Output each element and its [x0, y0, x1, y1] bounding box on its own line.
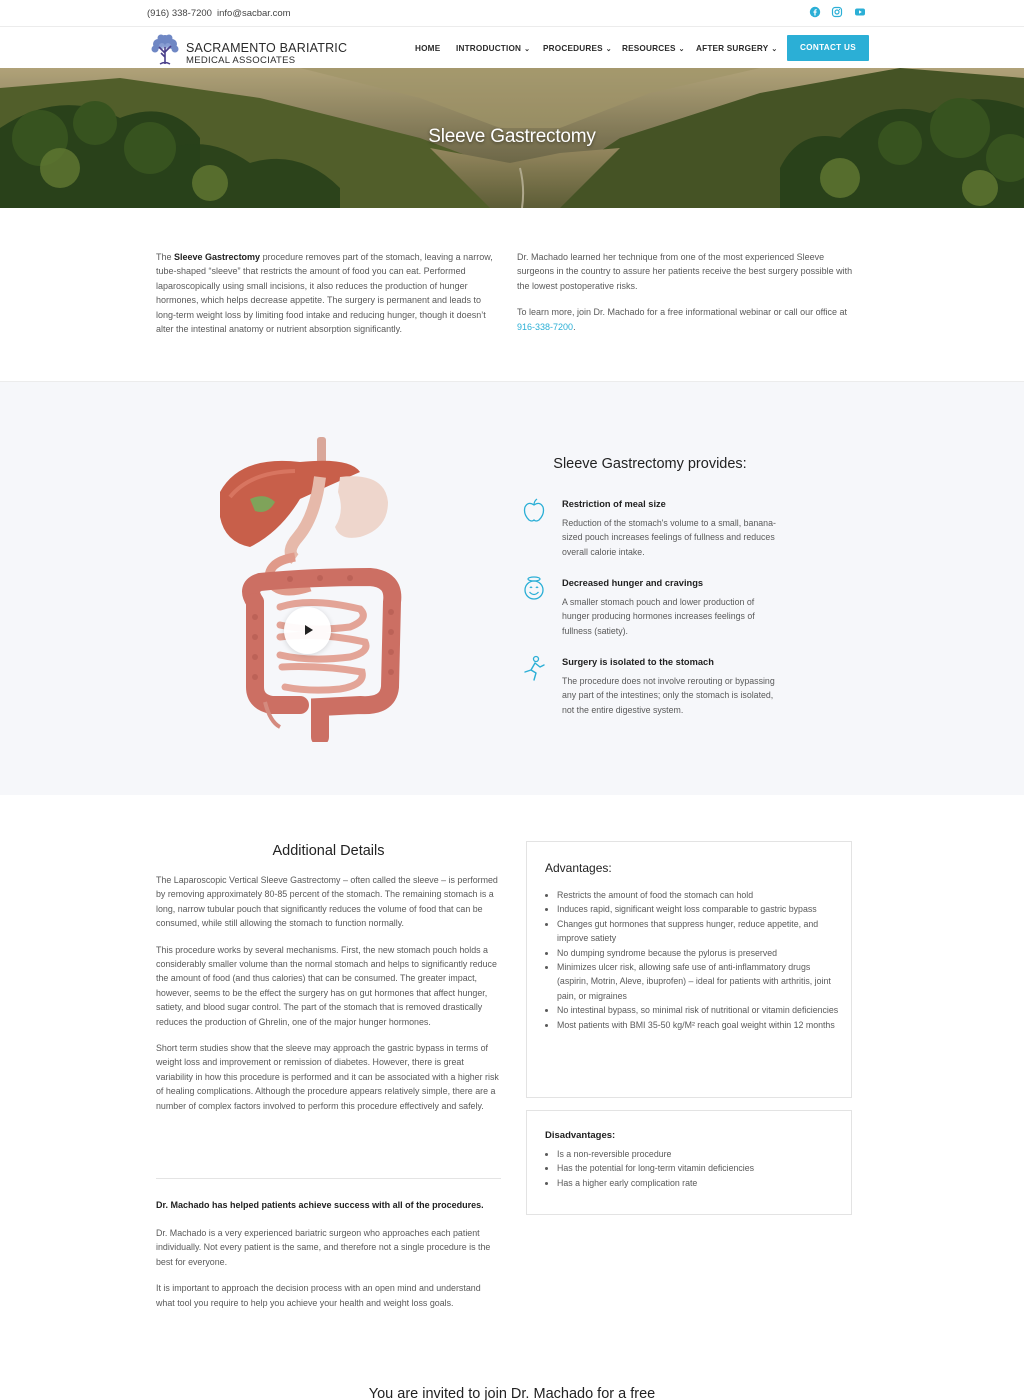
instagram-icon[interactable] [831, 6, 843, 18]
nav-home-label: HOME [415, 44, 441, 53]
email-link[interactable]: info@sacbar.com [217, 8, 291, 19]
list-item: • Has the potential for long-term vitamin deficiencies [557, 1161, 839, 1175]
logo-title: SACRAMENTO BARIATRIC [186, 41, 348, 55]
logo-subtitle: MEDICAL ASSOCIATES [186, 55, 296, 66]
play-video-button[interactable] [284, 607, 331, 654]
contact-us-button[interactable]: CONTACT US [787, 35, 869, 61]
nav-introduction-label: INTRODUCTION [456, 44, 522, 53]
office-phone-link[interactable]: 916-338-7200 [517, 321, 574, 332]
additional-details-heading: Additional Details [272, 843, 385, 859]
nav-home[interactable] [415, 44, 440, 53]
list-item: • Restricts the amount of food the stomach can hold [557, 888, 839, 902]
top-bar [0, 0, 1024, 27]
additional-details-body [156, 873, 501, 1113]
disadvantages-list [557, 1147, 839, 1190]
feature-title: Surgery is isolated to the stomach [562, 657, 714, 667]
details-paragraph: Short term studies show that the sleeve may approach the gastric bypass in terms of weight loss and improvement or remission of diabetes. However, there is great variability in how this procedure is performed and it can be associated with a higher risk of healing complications. Although the procedure appears relatively simple, there are a number of complex factors involved to perform this procedure effectively and safely. [156, 1043, 499, 1111]
surgeon-approach-body [156, 1226, 501, 1310]
intro-text-post: procedure removes part of the stomach, leaving a narrow, tube-shaped “sleeve” that restricts the amount of food you can eat. Performed laparoscopically using small incisions, it also reduces the production of hunger hormones, which helps decrease appetite. The surgery is permanent and leads to long-term weight loss by limiting food intake and reducing hunger, though it doesn’t alter the intestinal anatomy or nutrient absorption significantly. [156, 252, 493, 335]
feature-description: A smaller stomach pouch and lower production of hunger producing hormones increases feelings of fullness (satiety). [562, 597, 755, 636]
details-paragraph: It is important to approach the decision process with an open mind and understand what tool you require to help you achieve your health and weight loss goals. [156, 1283, 481, 1308]
nav-procedures-label: PROCEDURES [543, 44, 603, 53]
webinar-text: To learn more, join Dr. Machado for a free informational webinar or call our office at [517, 307, 847, 318]
intro-text-bold: Sleeve Gastrectomy [174, 252, 261, 262]
site-header [0, 27, 1024, 68]
disadvantages-heading: Disadvantages: [545, 1130, 616, 1141]
feature-title: Decreased hunger and cravings [562, 578, 704, 588]
webinar-invite-heading: You are invited to join Dr. Machado for a free [368, 1386, 656, 1400]
feature-description: Reduction of the stomach's volume to a small, banana-sized pouch increases feelings of fullness and reduces overall calorie intake. [562, 518, 776, 557]
advantages-heading: Advantages: [545, 861, 612, 875]
divider [156, 1178, 501, 1179]
intro-text-pre: The [156, 252, 175, 262]
nav-after-surgery[interactable] [696, 44, 777, 53]
details-paragraph: This procedure works by several mechanisms. First, the new stomach pouch holds a considerably smaller volume than the normal stomach and helps to significantly reduce the amount of food (and thus calories) that can be consumed. The greater impact, however, seems to be the effect the surgery has on gut hormones that affect hunger, satiety, and blood sugar control. The part of the stomach that is removed drastically reduces the production of Ghrelin, one of the major hunger hormones. [156, 944, 497, 1027]
intro-webinar-paragraph [517, 305, 862, 334]
intro-technique-paragraph: Dr. Machado learned her technique from one of the most experienced Sleeve surgeons in the country to assure her patients receive the best surgery possible with the lowest postoperative risks. [517, 252, 853, 291]
site-logo[interactable] [148, 32, 348, 66]
chevron-down-icon: ⌄ [771, 46, 778, 53]
provides-section [0, 381, 1024, 795]
feature-title: Restriction of meal size [562, 499, 666, 509]
digestive-system-illustration [210, 437, 410, 742]
provides-heading: Sleeve Gastrectomy provides: [553, 456, 747, 472]
apple-icon [520, 496, 548, 524]
list-item: • Most patients with BMI 35-50 kg/M² reach goal weight within 12 months [557, 1018, 839, 1032]
nav-resources[interactable] [622, 44, 685, 53]
list-item: • Changes gut hormones that suppress hunger, reduce appetite, and improve satiety [557, 917, 839, 946]
chevron-down-icon: ⌄ [678, 46, 685, 53]
advantages-list [557, 888, 839, 1032]
list-item: • Is a non-reversible procedure [557, 1147, 839, 1161]
advantages-card [526, 841, 852, 1098]
hero-banner [0, 68, 1024, 208]
youtube-icon[interactable] [854, 6, 866, 18]
list-item: • No dumping syndrome because the pylorus is preserved [557, 946, 839, 960]
intro-right-column [517, 250, 862, 334]
intro-paragraph [156, 250, 501, 336]
nav-introduction[interactable] [456, 44, 530, 53]
details-paragraph: Dr. Machado is a very experienced bariatric surgeon who approaches each patient individually. Not every patient is the same, and therefore not a single procedure is the best for everyone. [156, 1228, 491, 1267]
nav-procedures[interactable] [543, 44, 612, 53]
nav-resources-label: RESOURCES [622, 44, 676, 53]
satisfied-face-icon [520, 575, 548, 603]
disadvantages-card [526, 1110, 852, 1215]
list-item: • No intestinal bypass, so minimal risk of nutritional or vitamin deficiencies [557, 1003, 839, 1017]
tree-logo-icon [148, 32, 182, 66]
feature-description: The procedure does not involve rerouting or bypassing any part of the intestines; only the stomach is isolated, not the entire digestive system. [562, 676, 775, 715]
success-subheading: Dr. Machado has helped patients achieve success with all of the procedures. [156, 1200, 484, 1210]
chevron-down-icon: ⌄ [605, 46, 612, 53]
list-item: • Minimizes ulcer risk, allowing safe use of anti-inflammatory drugs (aspirin, Motrin, Aleve, ibuprofen) – ideal for patients with arthritis, joint pain, or migraines [557, 960, 839, 1003]
phone-link[interactable]: (916) 338-7200 [147, 8, 212, 19]
webinar-text-end: . [573, 321, 576, 332]
list-item: • Has a higher early complication rate [557, 1176, 839, 1190]
running-person-icon [520, 654, 548, 682]
page-title: Sleeve Gastrectomy [428, 126, 596, 147]
play-icon [305, 625, 313, 635]
facebook-icon[interactable] [809, 6, 821, 18]
list-item: • Induces rapid, significant weight loss comparable to gastric bypass [557, 902, 839, 916]
chevron-down-icon: ⌄ [524, 46, 531, 53]
nav-after-surgery-label: AFTER SURGERY [696, 44, 769, 53]
details-paragraph: The Laparoscopic Vertical Sleeve Gastrectomy – often called the sleeve – is performed by removing approximately 80-85 percent of the stomach. The remaining stomach is a long, narrow tubular pouch that significantly reduces the volume of food that can be consumed, while still allowing the stomach to function normally. [156, 875, 498, 929]
